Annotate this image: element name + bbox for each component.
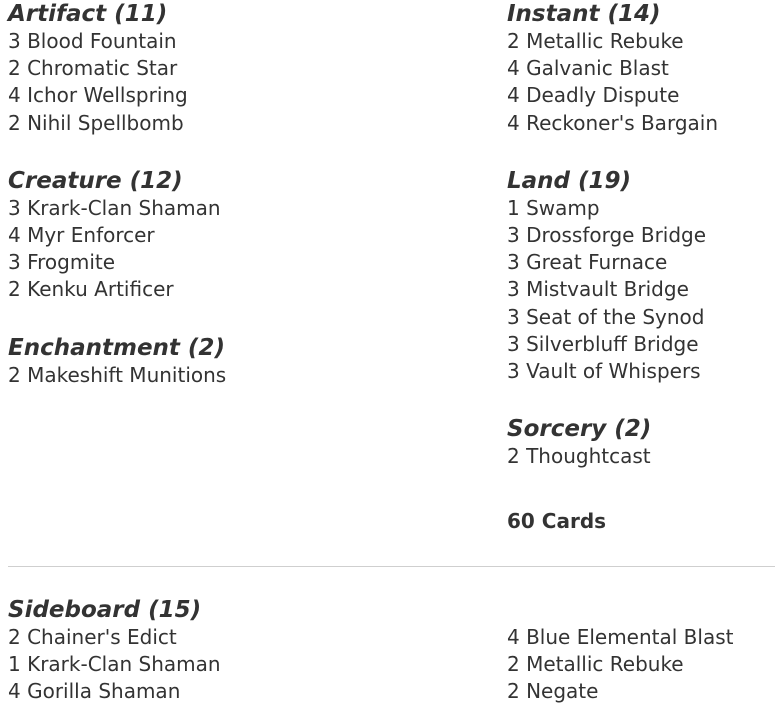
- card-entry[interactable]: 3 Krark-Clan Shaman: [8, 195, 221, 220]
- section-heading: Instant (14): [507, 1, 661, 27]
- card-entry[interactable]: 1 Krark-Clan Shaman: [8, 652, 221, 677]
- card-entry[interactable]: 2 Kenku Artificer: [8, 277, 174, 302]
- card-entry[interactable]: 3 Vault of Whispers: [507, 358, 701, 383]
- sideboard-left-column: [8, 596, 488, 706]
- card-entry[interactable]: 3 Frogmite: [8, 250, 116, 275]
- card-entry[interactable]: 4 Deadly Dispute: [507, 83, 680, 108]
- card-entry[interactable]: 2 Metallic Rebuke: [507, 652, 684, 677]
- card-entry[interactable]: 3 Drossforge Bridge: [507, 222, 707, 247]
- card-entry[interactable]: 2 Negate: [507, 679, 599, 704]
- card-entry[interactable]: 1 Swamp: [507, 195, 600, 220]
- section-enchantment: [8, 334, 488, 389]
- section-artifact: [8, 0, 488, 137]
- section-heading: Artifact (11): [8, 1, 168, 27]
- section-instant: [507, 0, 775, 137]
- card-entry[interactable]: 4 Reckoner's Bargain: [507, 110, 718, 135]
- sideboard-heading: Sideboard (15): [8, 597, 202, 623]
- card-entry[interactable]: 2 Chromatic Star: [8, 56, 178, 81]
- sideboard-right-column: [507, 624, 775, 706]
- card-entry[interactable]: 2 Chainer's Edict: [8, 625, 177, 649]
- card-entry[interactable]: 4 Blue Elemental Blast: [507, 625, 734, 649]
- card-entry[interactable]: 3 Silverbluff Bridge: [507, 331, 699, 356]
- card-entry[interactable]: 4 Gorilla Shaman: [8, 679, 181, 704]
- card-entry[interactable]: 3 Great Furnace: [507, 250, 668, 275]
- section-heading: Land (19): [507, 167, 632, 194]
- main-deck-right-column: [507, 0, 775, 535]
- section-heading: Sorcery (2): [507, 416, 652, 443]
- section-land: [507, 167, 775, 385]
- main-deck-left-column: [8, 0, 488, 389]
- section-sorcery: [507, 415, 775, 470]
- card-entry[interactable]: 2 Thoughtcast: [507, 444, 651, 469]
- section-creature: [8, 167, 488, 304]
- card-entry[interactable]: 2 Nihil Spellbomb: [8, 110, 184, 135]
- section-heading: Enchantment (2): [8, 334, 225, 361]
- section-heading: Creature (12): [8, 167, 183, 194]
- card-entry[interactable]: 3 Mistvault Bridge: [507, 277, 689, 302]
- card-entry[interactable]: 4 Ichor Wellspring: [8, 83, 188, 108]
- card-entry[interactable]: 3 Seat of the Synod: [507, 304, 705, 329]
- card-entry[interactable]: 4 Galvanic Blast: [507, 56, 669, 81]
- card-entry[interactable]: 2 Metallic Rebuke: [507, 29, 684, 53]
- section-divider: [8, 566, 775, 567]
- deck-total-count: 60 Cards: [507, 509, 607, 534]
- card-entry[interactable]: 3 Blood Fountain: [8, 29, 177, 53]
- card-entry[interactable]: 2 Makeshift Munitions: [8, 362, 227, 387]
- card-entry[interactable]: 4 Myr Enforcer: [8, 222, 155, 247]
